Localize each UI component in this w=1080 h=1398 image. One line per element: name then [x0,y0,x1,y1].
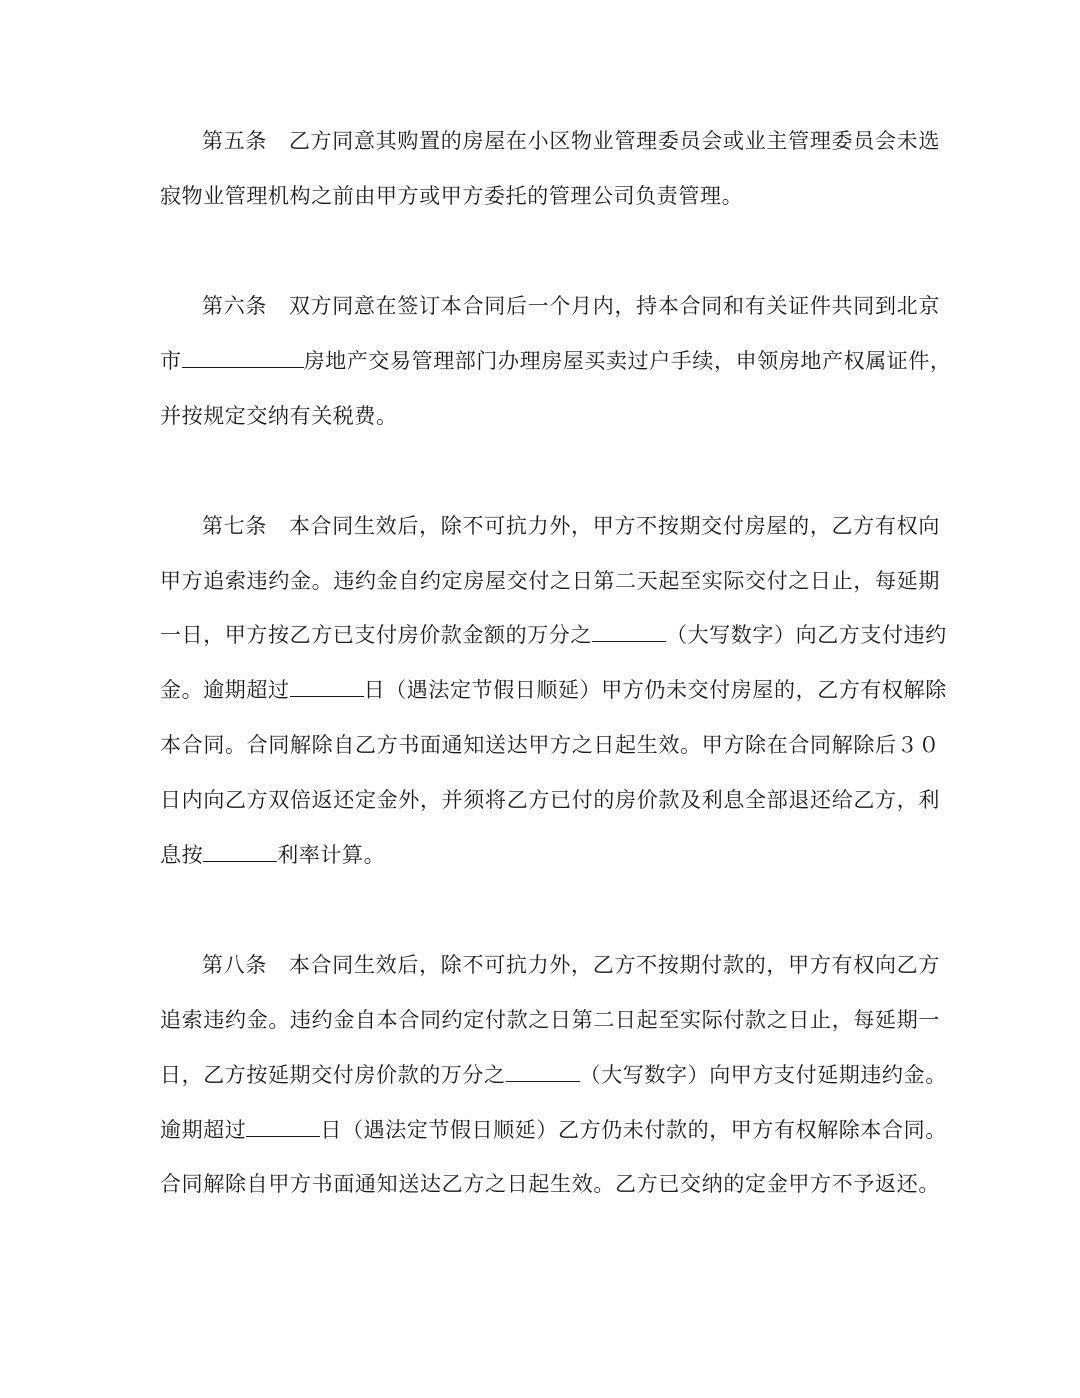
text-segment: 日，乙方按延期交付房价款的万分之 [160,1063,506,1087]
article-8-line-5: 合同解除自甲方书面通知送达乙方之日起生效。乙方已交纳的定金甲方不予返还。 [160,1172,940,1196]
article-6-line-2 [160,343,952,379]
article-7-line-7 [160,837,940,873]
text-segment: 一日，甲方按乙方已支付房价款金额的万分之 [160,623,592,647]
text-segment: 房地产交易管理部门办理房屋买卖过户手续，申领房地产权属证件， [303,349,952,373]
fill-blank-overdue-days[interactable] [290,672,364,697]
article-7-line-1: 第七条 本合同生效后，除不可抗力外，甲方不按期交付房屋的，乙方有权向 [202,514,940,538]
article-7-line-4 [160,672,947,708]
text-segment: 利率计算。 [277,843,386,867]
article-8-line-4 [160,1112,947,1148]
text-segment: 市 [160,349,182,373]
text-segment: （大写数字）向甲方支付延期违约金。 [579,1063,947,1087]
text-segment: 逾期超过 [160,1118,247,1142]
article-6-line-1: 第六条 双方同意在签订本合同后一个月内，持本合同和有关证件共同到北京 [202,294,940,318]
fill-blank-penalty-rate[interactable] [592,617,666,642]
text-segment: 日（遇法定节假日顺延）甲方仍未交付房屋的，乙方有权解除 [363,678,947,702]
fill-blank-interest-rate[interactable] [203,837,277,862]
article-7-line-6: 日内向乙方双倍返还定金外，并须将乙方已付的房价款及利息全部退还给乙方，利 [160,788,940,812]
text-segment: （大写数字）向乙方支付违约 [666,623,947,647]
article-8-line-1: 第八条 本合同生效后，除不可抗力外，乙方不按期付款的，甲方有权向乙方 [202,953,940,977]
text-segment: 金。逾期超过 [160,678,290,702]
article-7-line-2: 甲方追索违约金。违约金自约定房屋交付之日第二天起至实际交付之日止，每延期 [160,569,940,593]
article-6-line-3: 并按规定交纳有关税费。 [160,404,398,428]
article-8-line-2: 追索违约金。违约金自本合同约定付款之日第二日起至实际付款之日止，每延期一 [160,1008,940,1032]
fill-blank-district[interactable] [182,343,304,368]
text-segment: 日（遇法定节假日顺延）乙方仍未付款的，甲方有权解除本合同。 [320,1118,947,1142]
fill-blank-penalty-rate[interactable] [506,1057,580,1082]
article-8-line-3 [160,1057,947,1093]
article-5-line-2: 寂物业管理机构之前由甲方或甲方委托的管理公司负责管理。 [160,184,744,208]
text-segment: 息按 [160,843,204,867]
article-5-line-1: 第五条 乙方同意其购置的房屋在小区物业管理委员会或业主管理委员会未选 [202,129,940,153]
fill-blank-overdue-days[interactable] [246,1112,320,1137]
article-7-line-3 [160,617,947,653]
article-7-line-5: 本合同。合同解除自乙方书面通知送达甲方之日起生效。甲方除在合同解除后３０ [160,733,940,757]
